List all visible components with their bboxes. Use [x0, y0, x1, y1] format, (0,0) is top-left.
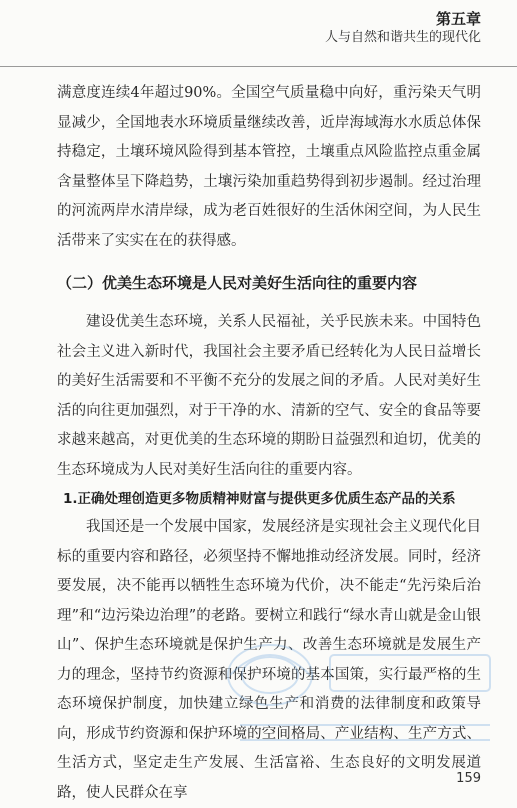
section-heading: （二）优美生态环境是人民对美好生活向往的重要内容: [57, 274, 418, 292]
page-number: 159: [456, 771, 481, 786]
running-header: [325, 10, 481, 47]
paragraph-2: 建设优美生态环境，关系人民福祉，关乎民族未来。中国特色社会主义进入新时代，我国社会主要矛盾已经转化为人民日益增长的美好生活需要和不平衡不充分的发展之间的矛盾。人民对美好生活的向往更加强烈，对于干净的水、清新的空气、安全的食品等要求越来越高，对更优美的生态环境的期盼日益强烈和迫切，优美的生态环境成为人民对美好生活向往的重要内容。: [57, 314, 481, 478]
paragraph-1: 满意度连续4年超过90%。全国空气质量稳中向好，重污染天气明显减少，全国地表水环境质量继续改善，近岸海域海水水质总体保持稳定，土壤环境风险得到基本管控，土壤重点风险监控点重金属含量整体呈下降趋势，土壤污染加重趋势得到初步遏制。经过治理的河流两岸水清岸绿，成为老百姓很好的生活休闲空间，为人民生活带来了实实在在的获得感。: [57, 85, 481, 249]
chapter-number: 第五章: [435, 10, 481, 28]
chapter-title: 人与自然和谐共生的现代化: [324, 30, 481, 45]
page-body: [57, 79, 481, 808]
header-rule: [0, 66, 517, 67]
subsection-heading: 1.正确处理创造更多物质精神财富与提供更多优质生态产品的关系: [63, 491, 456, 507]
paragraph-3: 我国还是一个发展中国家，发展经济是实现社会主义现代化目标的重要内容和路径，必须坚持不懈地推动经济发展。同时，经济要发展，决不能再以牺牲生态环境为代价，决不能走“先污染后治理”和“边污染边治理”的老路。要树立和践行“绿水青山就是金山银山”、保护生态环境就是保护生产力、改善生态环境就是发展生产力的理念，坚持节约资源和保护环境的基本国策，实行最严格的生态环境保护制度，加快建立绿色生产和消费的法律制度和政策导向，形成节约资源和保护环境的空间格局、产业结构、生产方式、生活方式，坚定走生产发展、生活富裕、生态良好的文明发展道路，使人民群众在享: [57, 519, 481, 801]
